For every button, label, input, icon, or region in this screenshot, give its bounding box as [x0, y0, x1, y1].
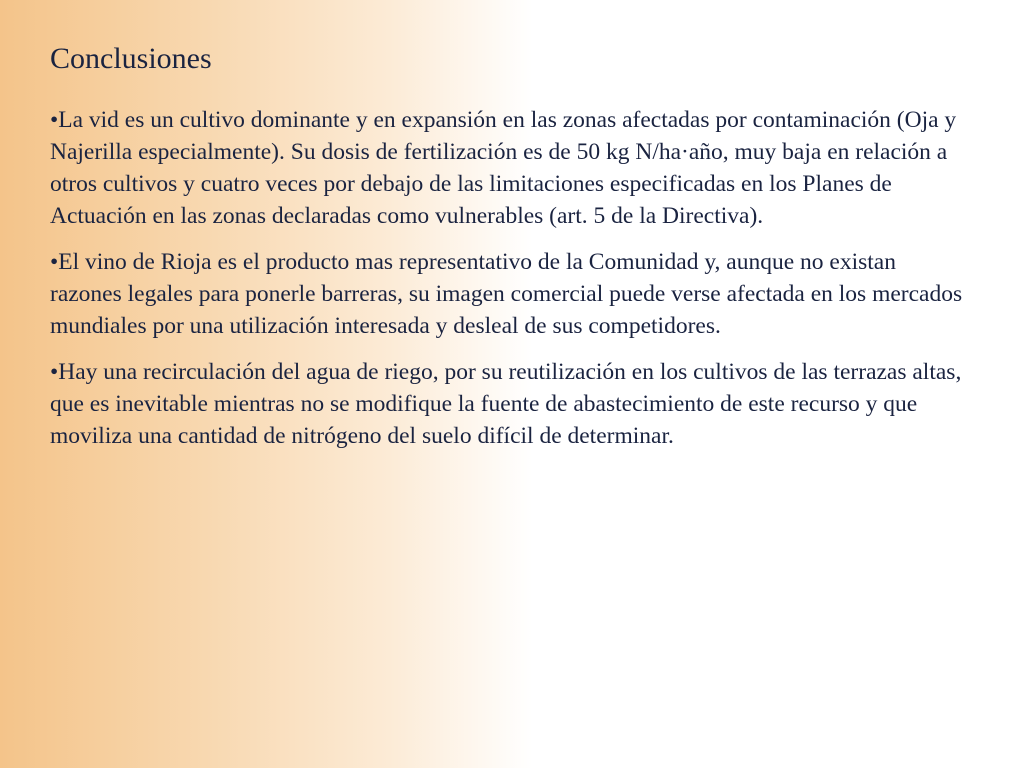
bullet-vino-rioja: •El vino de Rioja es el producto mas representativo de la Comunidad y, aunque no existan razones legales para ponerle barreras, su imagen comercial puede verse afectada en los mercados mundiales por una utilización interesada y desleal de sus competidores. [50, 249, 963, 339]
bullet-recirculacion: •Hay una recirculación del agua de riego, por su reutilización en los cultivos de las terrazas altas, que es inevitable mientras no se modifique la fuente de abastecimiento de este recurso y que moviliza una cantidad de nitrógeno del suelo difícil de determinar. [50, 359, 962, 449]
slide-body [50, 104, 965, 466]
bullet-vid: •La vid es un cultivo dominante y en expansión en las zonas afectadas por contaminación (Oja y Najerilla especialmente). Su dosis de fertilización es de 50 kg N/ha·año, muy baja en relación a otros cultivos y cuatro veces por debajo de las limitaciones especificadas en los Planes de Actuación en las zonas declaradas como vulnerables (art. 5 de la Directiva). [50, 107, 957, 229]
slide-title: Conclusiones [50, 42, 212, 75]
